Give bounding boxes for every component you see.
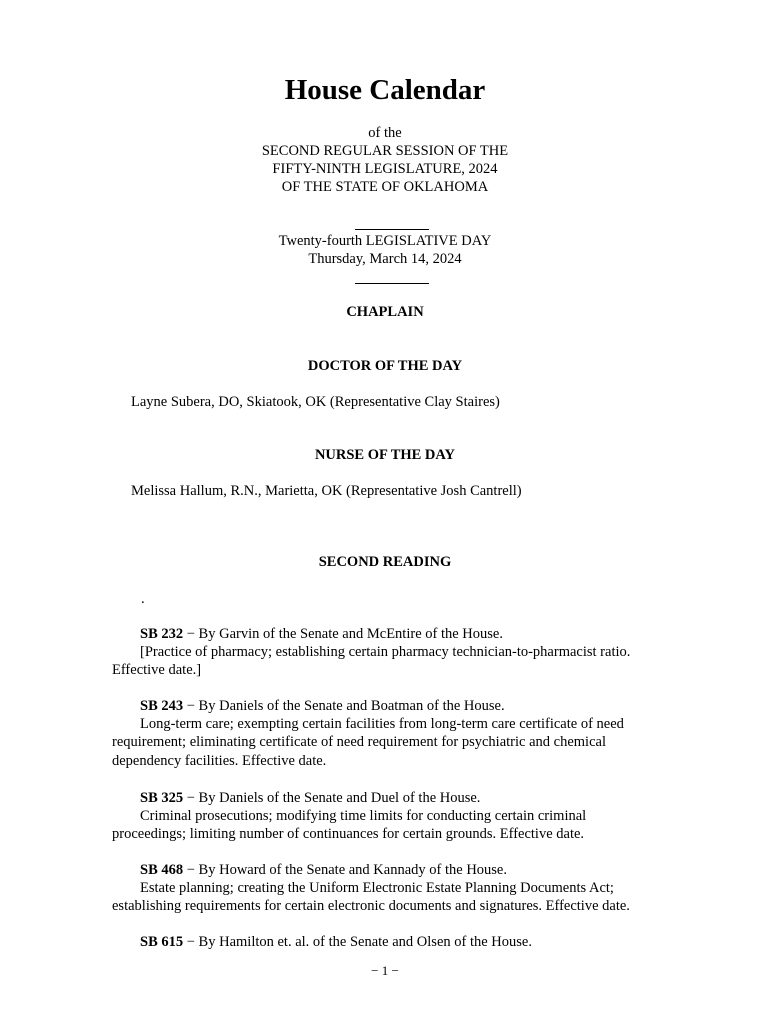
calendar-date: Thursday, March 14, 2024 [308,251,462,267]
session-line-3: OF THE STATE OF OKLAHOMA [281,179,489,195]
bill-sponsors: − By Hamilton et. al. of the Senate and Olsen of the House. [183,934,532,950]
bill-description-line: proceedings; limiting number of continuances for certain grounds. Effective date. [112,826,585,843]
nurse-name: Melissa Hallum, R.N., Marietta, OK (Representative Josh Cantrell) [131,483,522,499]
bill-description-line: Long-term care; exempting certain facilities from long-term care certificate of need [140,716,624,733]
bill-sponsors: − By Daniels of the Senate and Duel of the House. [183,790,481,806]
bill-description-line: Criminal prosecutions; modifying time limits for conducting certain criminal [140,808,587,825]
bill-sponsors: − By Daniels of the Senate and Boatman of the House. [183,698,505,714]
of-the-line: of the [368,125,402,141]
second-reading-heading: SECOND READING [318,554,452,570]
bill-description-line: [Practice of pharmacy; establishing certain pharmacy technician-to-pharmacist ratio. [140,644,631,661]
bill-description-line: requirement; eliminating certificate of need requirement for psychiatric and chemical [112,734,606,751]
divider-rule-top [355,229,429,230]
session-line-2: FIFTY-NINTH LEGISLATURE, 2024 [272,161,498,177]
bill-number: SB 615 [140,934,184,950]
bill-entry [112,861,672,916]
bill-number: SB 232 [140,626,184,642]
chaplain-heading: CHAPLAIN [346,304,424,320]
doctor-name: Layne Subera, DO, Skiatook, OK (Representative Clay Staires) [131,394,500,410]
bill-number: SB 243 [140,698,184,714]
bill-entry [112,789,672,844]
bill-number: SB 325 [140,790,184,806]
bill-sponsors: − By Howard of the Senate and Kannady of the House. [183,862,507,878]
bill-entry [112,625,672,680]
bill-description-line: establishing requirements for certain electronic documents and signatures. Effective date. [112,898,630,915]
bill-description-line: dependency facilities. Effective date. [112,752,327,769]
divider-rule-bottom [355,283,429,284]
bill-description-line: Estate planning; creating the Uniform Electronic Estate Planning Documents Act; [140,880,614,897]
page-title: House Calendar [284,74,486,106]
section-marker: . [141,591,145,607]
legislative-day: Twenty-fourth LEGISLATIVE DAY [278,233,492,249]
bill-entry [112,933,672,951]
page-number: − 1 − [371,963,399,978]
session-line-1: SECOND REGULAR SESSION OF THE [261,143,509,159]
doctor-heading: DOCTOR OF THE DAY [307,358,463,374]
bill-entry [112,697,672,770]
bill-sponsors: − By Garvin of the Senate and McEntire of the House. [183,626,503,642]
bill-description-line: Effective date.] [112,662,202,679]
bill-number: SB 468 [140,862,184,878]
nurse-heading: NURSE OF THE DAY [314,447,456,463]
